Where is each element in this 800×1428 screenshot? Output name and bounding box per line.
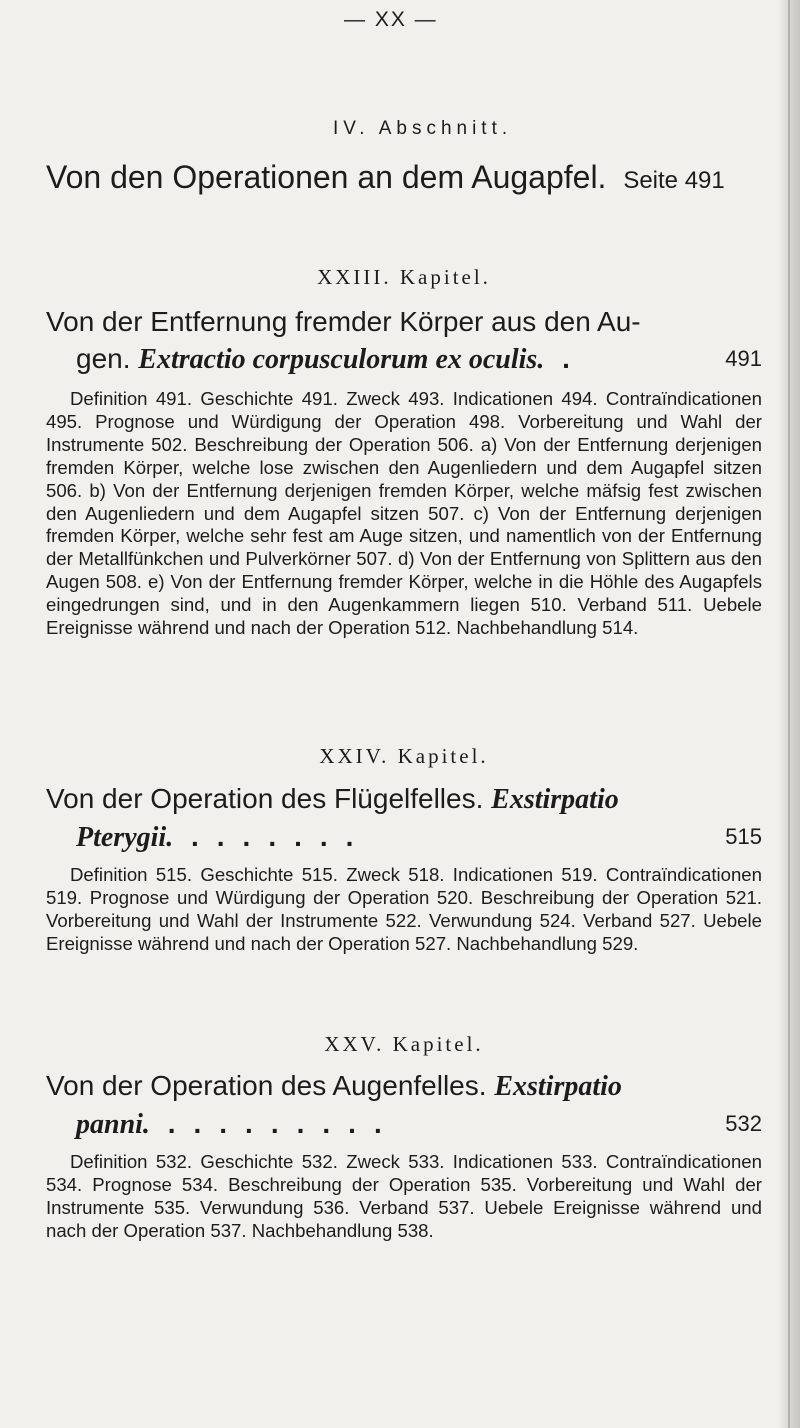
- section-title-text: Von den Operationen an dem Augapfel.: [46, 159, 607, 195]
- page-edge-line: [788, 0, 790, 1428]
- chapter-23-page-ref: 491: [725, 346, 762, 371]
- section-page-ref: Seite 491: [623, 167, 725, 194]
- chapter-25-title-line1: [46, 1067, 762, 1105]
- chapter-23-title-text: gen.: [76, 343, 139, 374]
- chapter-25-title-line2: [46, 1105, 762, 1143]
- chapter-24-heading: XXIV. Kapitel.: [319, 744, 489, 768]
- chapter-23-heading: XXIII. Kapitel.: [317, 265, 491, 289]
- chapter-24-title-line2: [46, 818, 762, 856]
- section-title: [46, 155, 786, 203]
- chapter-24-title: [46, 780, 762, 856]
- chapter-25-summary: Definition 532. Geschichte 532. Zweck 533. Indicationen 533. Contraïndicationen 534. Prognose 534. Beschreibung der Operation 535. Vorbereitung und Wahl der Instrumente 535. Verwundung 536. Verband 537. Uebele Ereignisse während und nach der Operation 537. Nachbehandlung 538.: [46, 1151, 762, 1241]
- chapter-25-latin-title-part2: panni.: [76, 1109, 150, 1140]
- chapter-23-title-line1: Von der Entfernung fremder Körper aus den Au-: [46, 306, 641, 337]
- chapter-24-summary: Definition 515. Geschichte 515. Zweck 518. Indicationen 519. Contraïndicationen 519. Prognose und Würdigung der Operation 520. Beschreibung der Operation 521. Vorbereitung und Wahl der Instrumente 522. Verwundung 524. Verband 527. Uebele Ereignisse während und nach der Operation 527. Nachbehandlung 529.: [46, 864, 762, 954]
- chapter-23-title-line2: [46, 340, 762, 378]
- chapter-23-latin-title: Extractio corpusculorum ex oculis.: [138, 344, 545, 375]
- chapter-25-heading: XXV. Kapitel.: [324, 1032, 484, 1056]
- chapter-25-latin-title-part1: Exstirpatio: [494, 1071, 622, 1102]
- chapter-24-title-text: Von der Operation des Flügelfelles.: [46, 783, 492, 814]
- chapter-25-leader-dots: .........: [167, 1108, 400, 1139]
- chapter-24-latin-title-part1: Exstirpatio: [491, 784, 619, 815]
- chapter-24-latin-title-part2: Pterygii.: [76, 822, 174, 853]
- page-number: — XX —: [344, 8, 438, 31]
- chapter-25-title-text: Von der Operation des Augenfelles.: [46, 1070, 495, 1101]
- chapter-24-title-line1: [46, 780, 762, 818]
- chapter-25-title: [46, 1067, 762, 1143]
- chapter-23-title: [46, 303, 762, 378]
- section-heading: IV. Abschnitt.: [333, 118, 513, 139]
- chapter-25-page-ref: 532: [725, 1111, 762, 1136]
- chapter-24-leader-dots: .......: [190, 821, 372, 852]
- chapter-23-summary: Definition 491. Geschichte 491. Zweck 493. Indicationen 494. Contraïndicationen 495. Prognose und Würdigung der Operation 498. Vorbereitung und Wahl der Instrumente 502. Beschreibung der Operation 506. a) Von der Entfernung derjenigen fremden Körper, welche lose zwischen den Augenliedern und dem Augapfel sitzen 506. b) Von der Entfernung derjenigen fremden Körper, welche mäfsig fest zwischen den Augenliedern und dem Augapfel sitzen 507. c) Von der Entfernung derjenigen fremden Körper, welche sehr fest am Auge sitzen, und namentlich von der Entfernung der Metallfünkchen und Pulverkörner 507. d) Von der Entfernung von Splittern aus den Augen 508. e) Von der Entfernung fremder Körper, welche in die Höhle des Augapfels eingedrungen sind, und in den Augenkammern liegen 510. Verband 511. Uebele Ereignisse während und nach der Operation 512. Nachbehandlung 514.: [46, 388, 762, 639]
- chapter-24-page-ref: 515: [725, 824, 762, 849]
- chapter-23-leader-dots: .: [562, 343, 588, 374]
